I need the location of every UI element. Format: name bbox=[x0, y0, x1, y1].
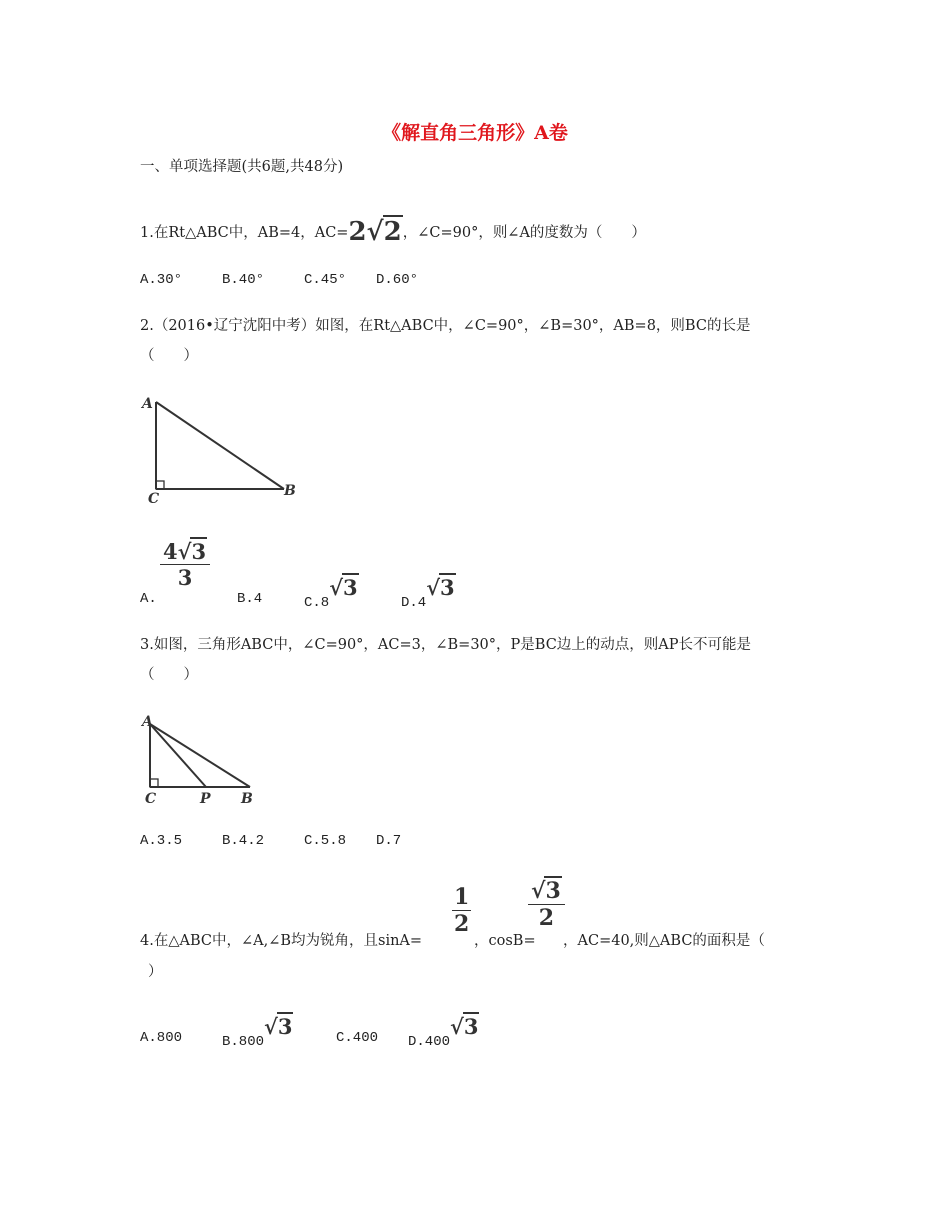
q4-sin-fraction: $\frac{1}{2}$ bbox=[454, 884, 470, 937]
q4-option-b: B.800√3 bbox=[222, 1014, 293, 1050]
question-2: 2.（2016•辽宁沈阳中考）如图，在Rt△ABC中，∠C=90°，∠B=30°，AB=8，则BC的长是 bbox=[140, 318, 751, 334]
q2-option-d: D.4√3 bbox=[401, 575, 455, 611]
question-1 bbox=[140, 217, 646, 247]
q3-option-d: D.7 bbox=[376, 833, 402, 849]
question-4-pre: 4.在△ABC中，∠A,∠B均为锐角，且sinA= bbox=[140, 933, 423, 949]
q4-option-a: A.800 bbox=[140, 1030, 183, 1046]
q1-option-c: C.45° bbox=[304, 272, 347, 288]
q2-option-b: B.4 bbox=[237, 591, 263, 607]
q3-label-c: C bbox=[145, 791, 157, 807]
q1-ac-value: 2√2 bbox=[348, 217, 402, 247]
q4-option-c: C.400 bbox=[336, 1030, 379, 1046]
question-2-bracket: （ ） bbox=[140, 348, 198, 364]
q3-right-angle-mark bbox=[150, 779, 158, 787]
q3-label-b: B bbox=[241, 791, 253, 807]
q3-side-ab bbox=[150, 724, 250, 787]
q3-label-p: P bbox=[200, 791, 211, 807]
q1-text-pre: 1.在Rt△ABC中，AB=4，AC= bbox=[140, 225, 349, 241]
q2-option-c: C.8√3 bbox=[304, 575, 358, 611]
question-3-bracket: （ ） bbox=[140, 667, 198, 683]
q3-option-a: A.3.5 bbox=[140, 833, 183, 849]
q2-right-angle-mark bbox=[156, 481, 164, 489]
q3-triangle-figure bbox=[140, 710, 270, 808]
q1-option-d: D.60° bbox=[376, 272, 419, 288]
q2-option-a-fraction: $\frac{4√3}{3}$ bbox=[160, 539, 210, 590]
q2-triangle-figure bbox=[140, 390, 310, 505]
q2-label-b: B bbox=[284, 483, 296, 499]
q1-text-post: ，∠C=90°，则∠A的度数为（ ） bbox=[402, 225, 646, 241]
question-4-mid: ，cosB= bbox=[474, 933, 536, 949]
question-4-post: ，AC=40,则△ABC的面积是（ bbox=[563, 933, 765, 949]
q3-option-c: C.5.8 bbox=[304, 833, 347, 849]
q1-option-a: A.30° bbox=[140, 272, 183, 288]
q3-option-b: B.4.2 bbox=[222, 833, 265, 849]
q2-side-ab bbox=[156, 402, 284, 489]
q2-label-a: A bbox=[142, 396, 153, 412]
q3-label-a: A bbox=[142, 714, 153, 730]
page-title: 《解直角三角形》A卷 bbox=[382, 122, 568, 144]
q3-segment-ap bbox=[150, 724, 206, 787]
q2-label-c: C bbox=[148, 491, 160, 505]
q1-option-b: B.40° bbox=[222, 272, 265, 288]
section-heading: 一、单项选择题(共6题,共48分) bbox=[140, 159, 344, 175]
question-3: 3.如图，三角形ABC中，∠C=90°，AC=3，∠B=30°，P是BC边上的动点，则AP长不可能是 bbox=[140, 637, 752, 653]
q4-option-d: D.400√3 bbox=[408, 1014, 479, 1050]
question-4-bracket: ） bbox=[148, 964, 163, 980]
q2-option-a-label: A. bbox=[140, 591, 157, 607]
q4-cos-fraction: $\frac{√3}{2}$ bbox=[528, 878, 565, 931]
